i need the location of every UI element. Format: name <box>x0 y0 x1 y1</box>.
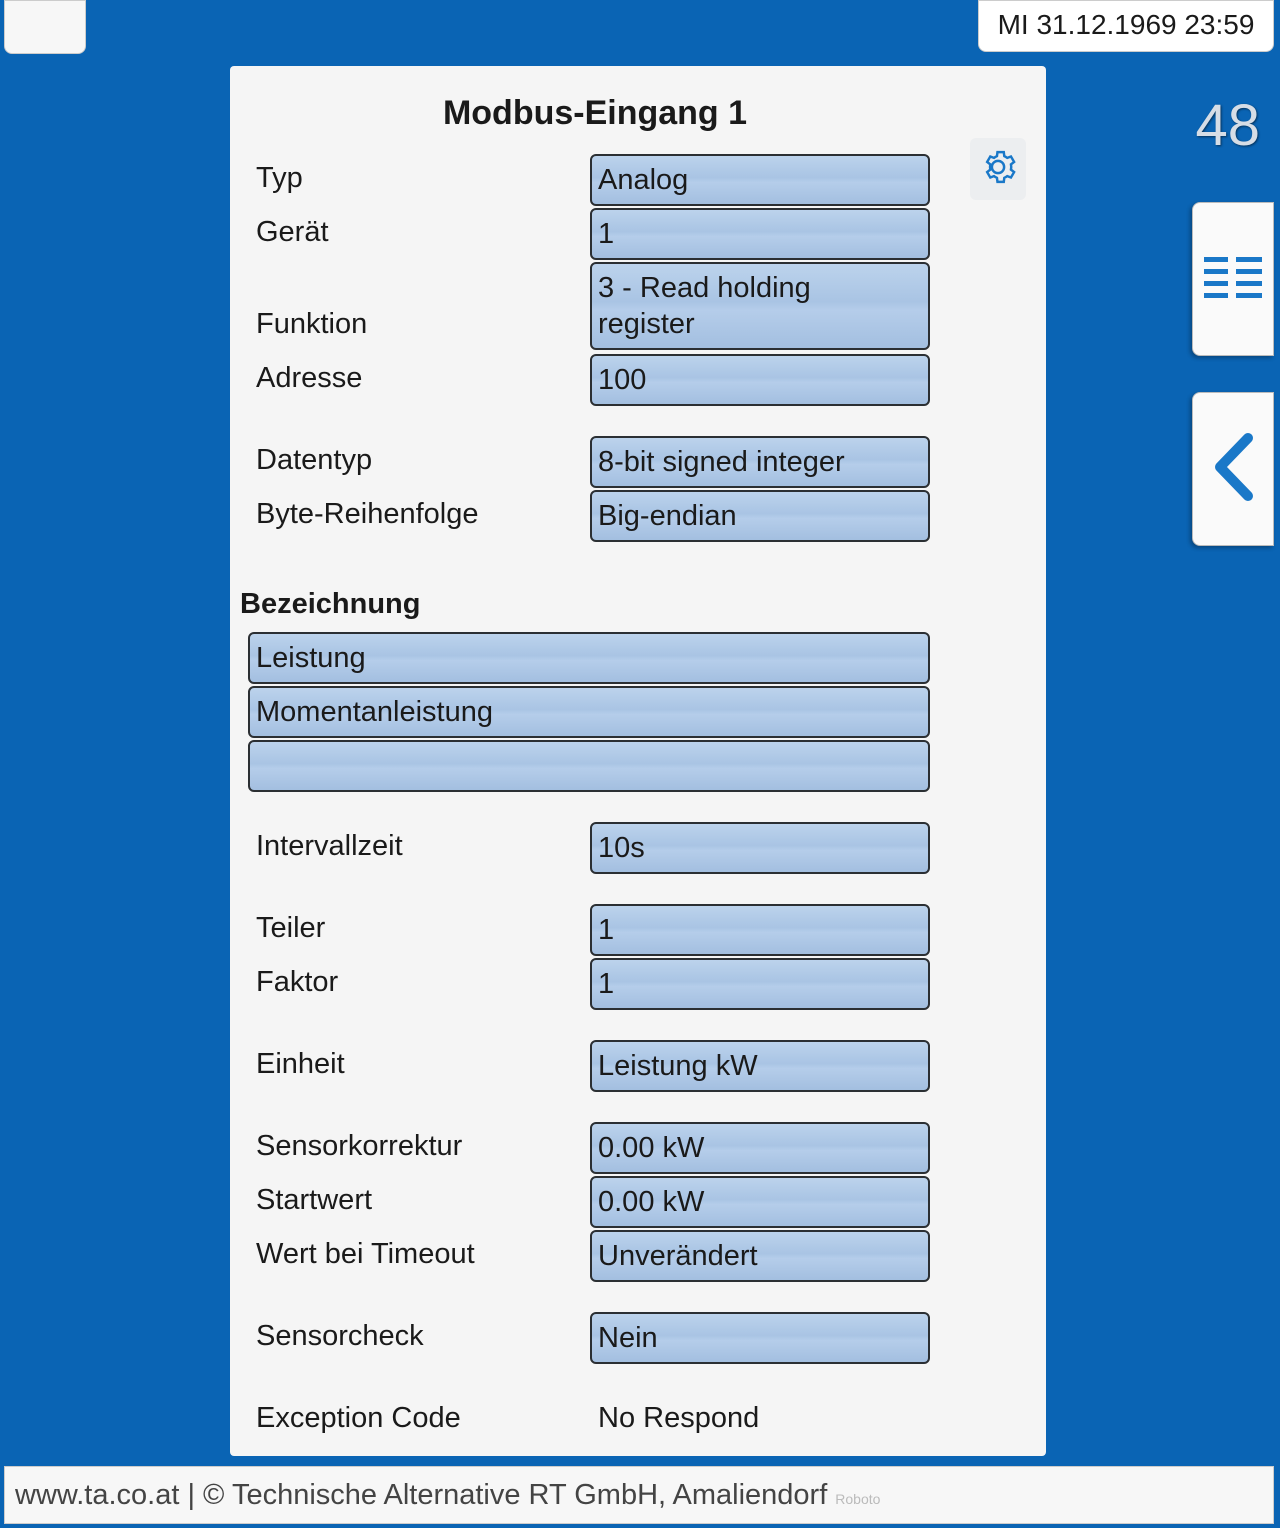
back-button[interactable] <box>1192 392 1274 546</box>
funktion-field[interactable]: 3 - Read holding register <box>590 262 930 350</box>
bezeichnung-line1-field[interactable]: Leistung <box>248 632 930 684</box>
geraet-label: Gerät <box>256 216 329 248</box>
panel-title: Modbus-Eingang 1 <box>442 94 748 132</box>
chevron-left-icon <box>1208 432 1258 507</box>
adresse-label: Adresse <box>256 362 363 394</box>
footer <box>4 1466 1274 1524</box>
funktion-label: Funktion <box>256 308 368 340</box>
timeout-field[interactable]: Unverändert <box>590 1230 930 1282</box>
startwert-label: Startwert <box>256 1184 373 1216</box>
intervall-label: Intervallzeit <box>256 830 403 862</box>
top-left-button[interactable] <box>4 0 86 54</box>
typ-field[interactable]: Analog <box>590 154 930 206</box>
byte-order-label: Byte-Reihenfolge <box>256 498 479 530</box>
sensorkorrektur-label: Sensorkorrektur <box>256 1130 463 1162</box>
einheit-label: Einheit <box>256 1048 345 1080</box>
startwert-field[interactable]: 0.00 kW <box>590 1176 930 1228</box>
geraet-field[interactable]: 1 <box>590 208 930 260</box>
footer-text: www.ta.co.at | © Technische Alternative RT GmbH, Amaliendorf <box>15 1479 828 1511</box>
datentyp-field[interactable]: 8-bit signed integer <box>590 436 930 488</box>
typ-label: Typ <box>256 162 303 194</box>
bezeichnung-line3-field[interactable] <box>248 740 930 792</box>
einheit-field[interactable]: Leistung kW <box>590 1040 930 1092</box>
settings-button[interactable] <box>970 138 1026 200</box>
exception-label: Exception Code <box>256 1402 461 1434</box>
list-view-button[interactable] <box>1192 202 1274 356</box>
bezeichnung-title: Bezeichnung <box>240 588 421 620</box>
sensorcheck-label: Sensorcheck <box>256 1320 424 1352</box>
gear-icon <box>977 146 1019 193</box>
adresse-field[interactable]: 100 <box>590 354 930 406</box>
faktor-field[interactable]: 1 <box>590 958 930 1010</box>
page-number: 48 <box>1195 93 1260 158</box>
byte-order-field[interactable]: Big-endian <box>590 490 930 542</box>
teiler-field[interactable]: 1 <box>590 904 930 956</box>
datentyp-label: Datentyp <box>256 444 373 476</box>
intervall-field[interactable]: 10s <box>590 822 930 874</box>
exception-value: No Respond <box>598 1402 760 1434</box>
sensorkorrektur-field[interactable]: 0.00 kW <box>590 1122 930 1174</box>
datetime-display: MI 31.12.1969 23:59 <box>978 0 1274 52</box>
settings-panel <box>230 66 1046 1456</box>
footer-small-text: Roboto <box>835 1491 881 1507</box>
faktor-label: Faktor <box>256 966 339 998</box>
list-icon <box>1204 255 1262 304</box>
sensorcheck-field[interactable]: Nein <box>590 1312 930 1364</box>
bezeichnung-line2-field[interactable]: Momentanleistung <box>248 686 930 738</box>
teiler-label: Teiler <box>256 912 326 944</box>
timeout-label: Wert bei Timeout <box>256 1238 475 1270</box>
